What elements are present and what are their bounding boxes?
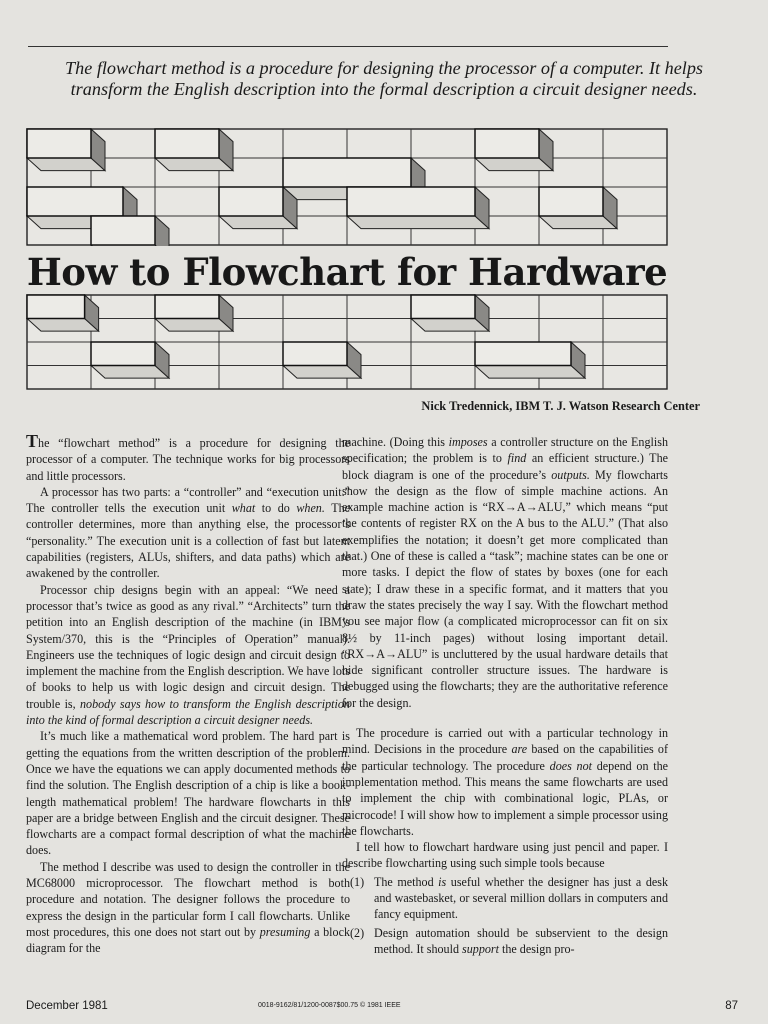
flowchart-grid-top [26,128,668,246]
flowchart-block [155,295,219,319]
emphasis: nobody says how to transform the English description into the kind of formal description a circuit designer needs. [26,696,350,728]
right-column [342,434,668,959]
paragraph [26,431,350,484]
emphasis: are [511,742,528,757]
text-run: the design pro- [498,941,575,956]
text-run: to do [255,501,297,516]
emphasis: what [231,501,256,516]
flowchart-block [219,187,283,216]
emphasis: when. [296,501,325,516]
text-run: The method [374,874,439,889]
text-run: a controller structure on the English specification; the problem is to [342,435,668,466]
block-face-bottom [347,216,489,229]
emphasis: imposes [448,435,488,449]
flowchart-block [539,187,603,216]
paragraph [26,582,350,729]
text-run: The method I describe was used to design the controller in the MC68000 microprocessor. The flowchart method is both procedure and notation. The designer follows the procedure to express the design in the particular form I call flowcharts. Unlike most procedures, this one does not start out by [26,859,350,939]
emphasis: outputs. [551,467,590,482]
paragraph: I tell how to flowchart hardware using just pencil and paper. I describe flowcharting using such simple tools because [342,840,668,871]
standfirst: The flowchart method is a procedure for designing the processor of a computer. It helps transform the English description into the formal description a circuit designer needs. [64,58,704,99]
list-number: (1) [350,874,365,889]
list-number: (2) [350,925,365,940]
emphasis: find [507,451,527,466]
text-run: Processor chip designs begin with an appeal: “We need a processor that’s twice as good as any rival.” “Architects” turn the petition into an English description of the machine (in IBM’s System/370, this is the “Principles of Operation” manual). Engineers use the techniques of logic design and circuit design to implement the machine from the English description. We have lots of books to help us with logic design and circuit design. The trouble is, [26,582,350,711]
text-run: machine. (Doing this [342,435,449,449]
text-run: based on the capabilities of the particular technology. The procedure [342,742,668,773]
text-run: an efficient structure.) The block diagram is one of the procedure’s [342,451,668,482]
flowchart-block [27,187,123,216]
text-run: The procedure is carried out with a particular technology in mind. Decisions in the procedure [342,726,668,757]
numbered-list [342,874,668,957]
copyright-line: 0018-9162/81/1200-0087$00.75 © 1981 IEEE [258,1002,401,1009]
text-run: My flowcharts show the design as the flow of simple machine actions. An example machine action is “RX→A→ALU,” which means “put the contents of register RX on the A bus to the ALU.” (That also exemplifies the notation; it doesn’t get more complicated than that.) One of these is called a “task”; machine states can be one or more tasks. I depict the flow of states by boxes (one for each state); I draw these in a specific format, and it matters that you draw the states precisely the way I say. With the flowchart method you see major flow (a complicated microprocessor can fit on six 8½ by 11-inch pages) without losing important detail. “RX→A→ALU” is uncluttered by the usual hardware details that hide significant controller structure issues. The hardware is debugged using the flowcharts; they are the authoritative reference for the design. [342,467,668,710]
flowchart-block [91,216,155,245]
byline: Nick Tredennick, IBM T. J. Watson Research Center [421,399,700,413]
flowchart-block [283,342,347,366]
article-headline: How to Flowchart for Hardware [26,250,668,294]
flowchart-block [475,129,539,158]
flowchart-block [347,187,475,216]
flowchart-boxes-top [26,128,668,246]
text-run: he “flowchart method” is a procedure for designing the processor of a computer. The technique works for big processors and little processors. [26,436,350,483]
flowchart-block [475,342,571,366]
page-number: 87 [725,1000,738,1012]
drop-cap: T [26,431,39,451]
paragraph [342,725,668,839]
text-run: useful whether the designer has just a desk and wastebasket, or several million dollars in computers and fancy equipment. [374,874,668,922]
list-item [342,925,668,958]
paragraph: It’s much like a mathematical word problem. The hard part is getting the equations from the written description of the problem. Once we have the equations we can apply documented methods to find the solution. The English description of a chip is like a book-length mathematical problem! The hardware flowcharts in this paper are a bridge between English and the circuit designer. These flowcharts are a compact formal description of what the machine does. [26,729,350,858]
emphasis: is [438,874,447,889]
emphasis: presuming [259,924,311,939]
list-item [342,874,668,923]
flowchart-grid-bottom [26,294,668,390]
text-run: The controller determines, more than anything else, the processor’s “personality.” The execution unit is a collection of fast but latent capabilities (registers, ALUs, shifters, and data paths) which are awakened by the controller. [26,501,350,581]
flowchart-block [283,158,411,187]
flowchart-boxes-bottom [26,294,668,390]
page-footer [26,1000,738,1016]
text-run: A processor has two parts: a “controller” and “execution unit.” The controller tells the execution unit [26,484,350,516]
text-run: a block diagram for the [26,924,350,956]
issue-date: December 1981 [26,1000,108,1012]
flowchart-block [155,129,219,158]
flowchart-block [27,295,85,319]
text-run: Design automation should be subservient to the design method. It should [374,925,668,956]
left-column [26,431,350,957]
paragraph [26,484,350,582]
top-rule [28,46,668,47]
paragraph [26,859,350,957]
flowchart-block [27,129,91,158]
flowchart-block [411,295,475,319]
block-face-bottom [475,366,585,379]
emphasis: does not [549,758,593,773]
paragraph [342,434,668,711]
text-run: depend on the implementation method. This means the same flowcharts are used to implement the chip with combinational logic, PLAs, or microcode! I will show how to implement a simple processor using the flowcharts. [342,758,668,838]
emphasis: support [462,941,499,956]
flowchart-block [91,342,155,366]
